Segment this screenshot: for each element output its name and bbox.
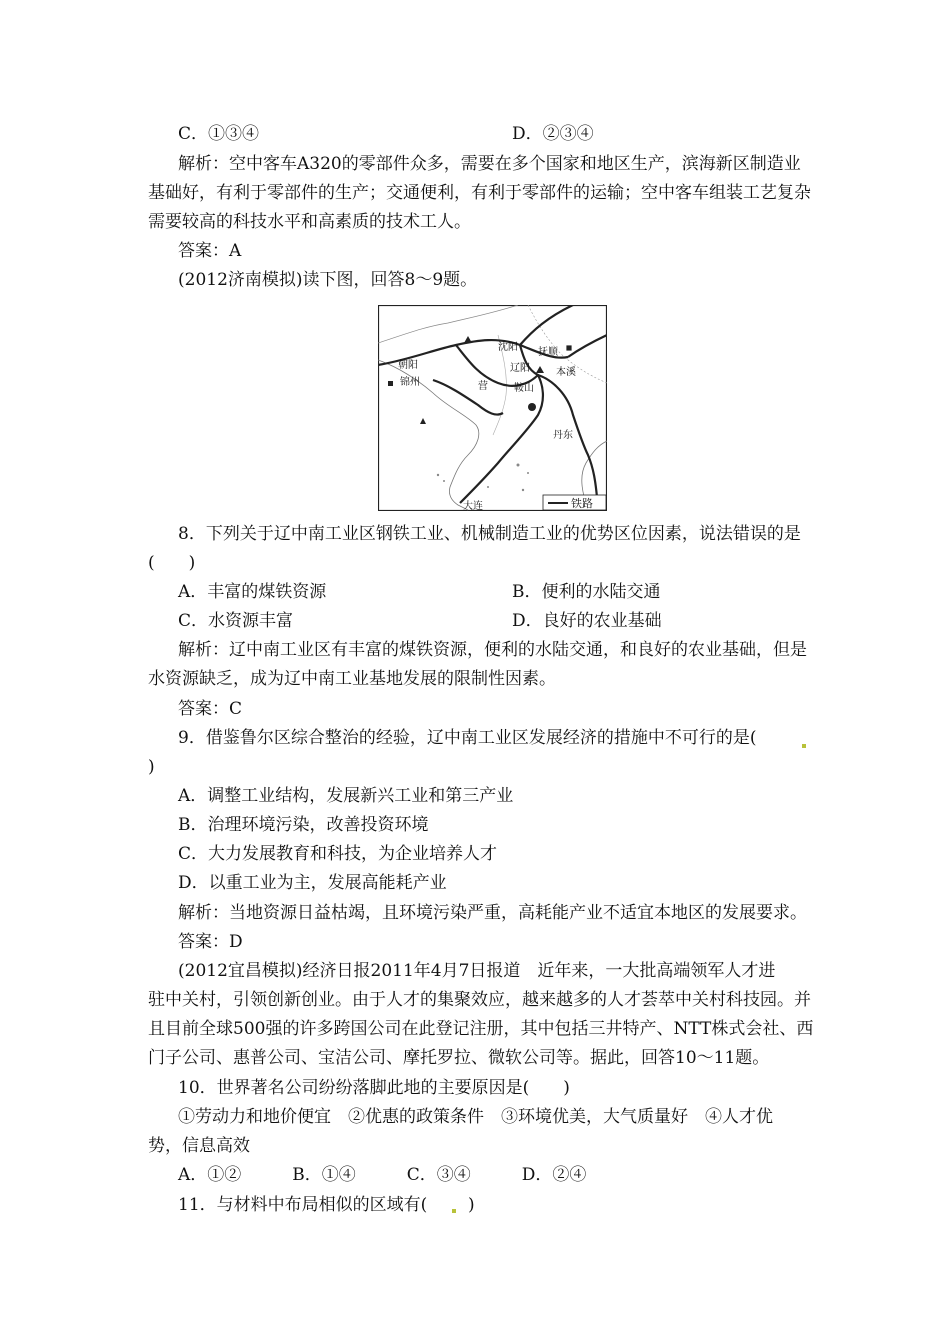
city-dandong: 丹东 <box>553 430 573 441</box>
q8-option-c: C．水资源丰富 <box>178 611 294 631</box>
q10-items: ①劳动力和地价便宜 ②优惠的政策条件 ③环境优美，大气质量好 ④人才优 <box>178 1107 773 1127</box>
q8-stem: 8．下列关于辽中南工业区钢铁工业、机械制造工业的优势区位因素，说法错误的是 <box>178 524 801 544</box>
q9-stem: 9．借鉴鲁尔区综合整治的经验，辽中南工业区发展经济的措施中不可行的是( <box>178 728 757 748</box>
city-chaoyang: 朝阳 <box>398 360 418 371</box>
city-shenyang: 沈阳 <box>498 342 518 353</box>
city-liaoyang: 辽阳 <box>510 363 530 374</box>
q10-options: A．①② B．①④ C．③④ D．②④ <box>178 1165 587 1185</box>
q9-analysis: 解析：当地资源日益枯竭，且环境污染严重，高耗能产业不适宜本地区的发展要求。 <box>178 903 807 923</box>
q11-stem: 11．与材料中布局相似的区域有( <box>178 1195 428 1215</box>
passage-text: 门子公司、惠普公司、宝洁公司、摩托罗拉、微软公司等。据此，回答10～11题。 <box>148 1048 770 1068</box>
q8-stem-paren: ( ) <box>148 553 196 573</box>
city-fushun: 抚顺 <box>538 347 558 358</box>
analysis-text: 解析：空中客车A320的零部件众多，需要在多个国家和地区生产，滨海新区制造业 <box>178 154 801 174</box>
passage-text: 驻中关村，引领创新创业。由于人才的集聚效应，越来越多的人才荟萃中关村科技园。并 <box>148 990 811 1010</box>
city-dalian: 大连 <box>463 501 483 511</box>
q9-option-c: C．大力发展教育和科技，为企业培养人才 <box>178 844 498 864</box>
city-anshan: 鞍山 <box>514 383 534 394</box>
mark-dot <box>452 1209 456 1213</box>
analysis-text: 需要较高的科技水平和高素质的技术工人。 <box>148 212 471 232</box>
q9-answer: 答案：D <box>178 932 243 952</box>
q8-answer: 答案：C <box>178 699 243 719</box>
passage-text: 且目前全球500强的许多跨国公司在此登记注册，其中包括三井特产、NTT株式会社、西 <box>148 1019 814 1039</box>
city-yingkou: 营 <box>478 381 488 392</box>
mark-dot <box>802 744 806 748</box>
q8-analysis: 水资源缺乏，成为辽中南工业基地发展的限制性因素。 <box>148 669 556 689</box>
q9-option-d: D．以重工业为主，发展高能耗产业 <box>178 873 447 893</box>
q8-analysis: 解析：辽中南工业区有丰富的煤铁资源，便利的水陆交通，和良好的农业基础，但是 <box>178 640 807 660</box>
q9-option-a: A．调整工业结构，发展新兴工业和第三产业 <box>178 786 514 806</box>
analysis-text: 基础好，有利于零部件的生产；交通便利，有利于零部件的运输；空中客车组装工艺复杂 <box>148 183 811 203</box>
q8-option-b: B．便利的水陆交通 <box>512 582 661 602</box>
question-intro: (2012济南模拟)读下图，回答8～9题。 <box>178 270 478 290</box>
q8-option-a: A．丰富的煤铁资源 <box>178 582 327 602</box>
option-d-prev: D．②③④ <box>512 124 594 144</box>
q10-items: 势，信息高效 <box>148 1136 250 1156</box>
city-benxi: 本溪 <box>556 367 576 378</box>
q8-option-d: D．良好的农业基础 <box>512 611 662 631</box>
option-c-prev: C．①③④ <box>178 124 260 144</box>
q10-stem: 10．世界著名公司纷纷落脚此地的主要原因是( ) <box>178 1078 570 1098</box>
liaoning-map <box>378 305 607 511</box>
city-jinzhou: 锦州 <box>400 377 420 388</box>
q9-option-b: B．治理环境污染，改善投资环境 <box>178 815 429 835</box>
passage-text: (2012宜昌模拟)经济日报2011年4月7日报道 近年来，一大批高端领军人才进 <box>178 961 776 981</box>
legend-label: 铁路 <box>571 497 593 510</box>
answer-text: 答案：A <box>178 241 242 261</box>
q9-stem-paren: ) <box>148 757 155 777</box>
q11-stem-paren: ) <box>468 1195 475 1215</box>
